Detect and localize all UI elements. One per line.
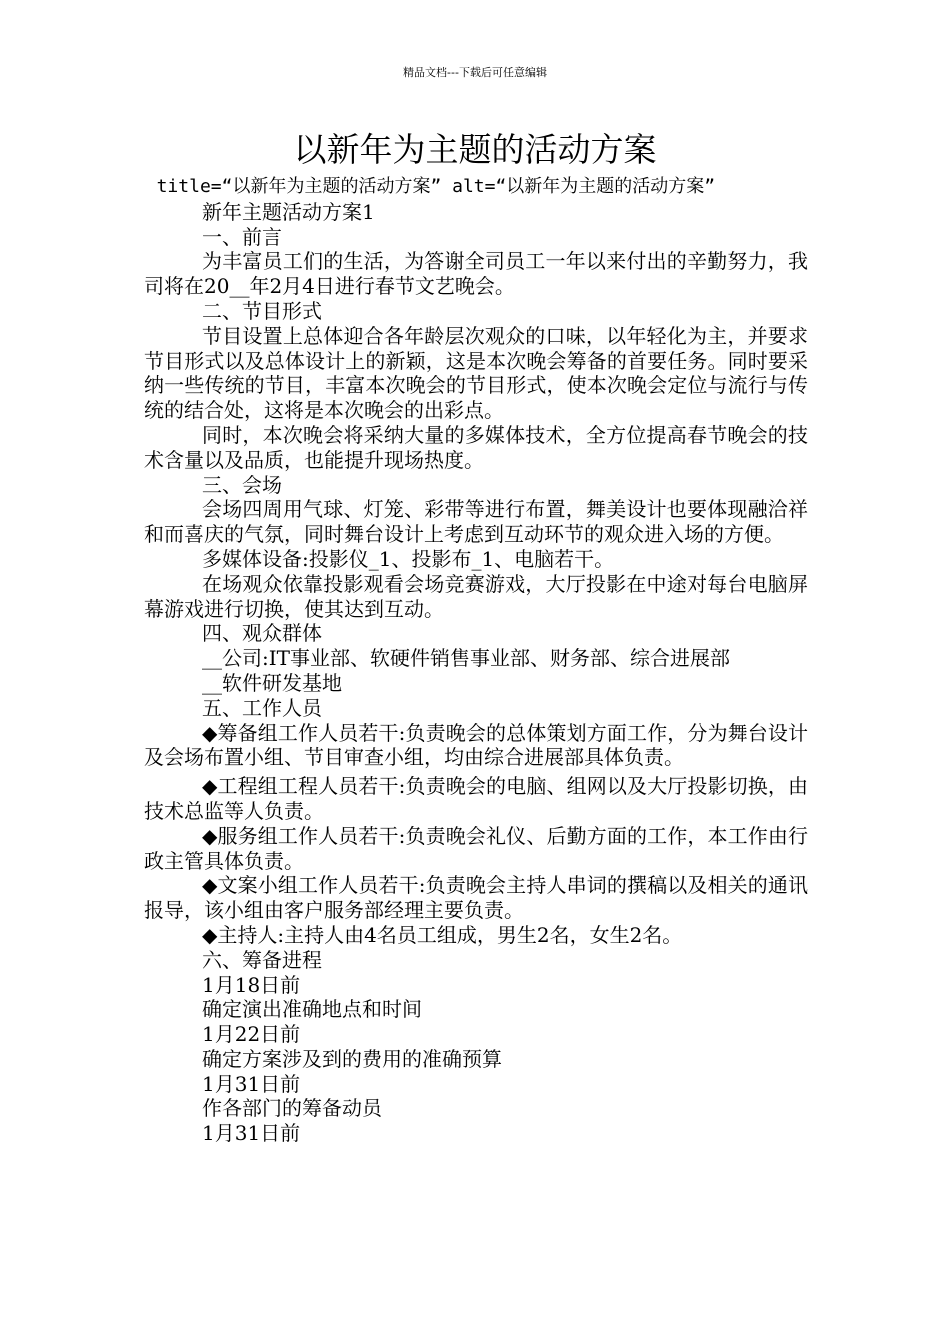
paragraph: 作各部门的筹备动员: [202, 1096, 382, 1121]
paragraph: title=“以新年为主题的活动方案” alt=“以新年为主题的活动方案”: [156, 176, 716, 197]
paragraph: ◆工程组工程人员若干:负责晚会的电脑、组网以及大厅投影切换，由技术总监等人负责。: [144, 774, 808, 823]
paragraph: 二、节目形式: [202, 298, 322, 323]
paragraph: 为丰富员工们的生活，为答谢全司员工一年以来付出的辛勤努力，我司将在20__年2月4日进行春节文艺晚会。: [144, 249, 808, 299]
paragraph: ◆文案小组工作人员若干:负责晚会主持人串词的撰稿以及相关的通讯报导，该小组由客户服务部经理主要负责。: [144, 873, 808, 923]
paragraph: 确定方案涉及到的费用的准确预算: [202, 1046, 502, 1071]
paragraph: 一、前言: [202, 224, 282, 249]
document-body: [144, 175, 808, 1146]
paragraph: ◆筹备组工作人员若干:负责晚会的总体策划方面工作，分为舞台设计及会场布置小组、节目审查小组，均由综合进展部具体负责。: [144, 720, 808, 770]
paragraph: 多媒体设备:投影仪_1、投影布_1、电脑若干。: [202, 546, 615, 571]
paragraph: 1月18日前: [202, 972, 301, 997]
paragraph: 四、观众群体: [202, 621, 322, 646]
paragraph: 在场观众依靠投影观看会场竞赛游戏，大厅投影在中途对每台电脑屏幕游戏进行切换，使其达到互动。: [144, 571, 808, 621]
paragraph: 会场四周用气球、灯笼、彩带等进行布置，舞美设计也要体现融洽祥和而喜庆的气氛，同时舞台设计上考虑到互动环节的观众进入场的方便。: [144, 497, 808, 547]
paragraph: 五、工作人员: [202, 695, 322, 720]
paragraph: 节目设置上总体迎合各年龄层次观众的口味，以年轻化为主，并要求节目形式以及总体设计上的新颖，这是本次晚会筹备的首要任务。同时要采纳一些传统的节目，丰富本次晚会的节目形式，使本次晚会定位与流行与传统的结合处，这将是本次晚会的出彩点。: [144, 323, 808, 423]
paragraph: 新年主题活动方案1: [202, 199, 375, 224]
paragraph: 1月31日前: [202, 1071, 301, 1096]
paragraph: 三、会场: [202, 472, 282, 497]
paragraph: __公司:IT事业部、软硬件销售事业部、财务部、综合进展部: [202, 646, 730, 671]
paragraph: 同时，本次晚会将采纳大量的多媒体技术，全方位提高春节晚会的技术含量以及品质，也能提升现场热度。: [144, 422, 808, 472]
paragraph: 1月31日前: [202, 1121, 301, 1146]
document-title: 以新年为主题的活动方案: [293, 130, 657, 169]
paragraph: 六、筹备进程: [202, 947, 322, 972]
page-header: 精品文档---下载后可任意编辑: [403, 66, 547, 79]
paragraph: 1月22日前: [202, 1022, 301, 1047]
paragraph: __软件研发基地: [202, 670, 342, 695]
paragraph: ◆主持人:主持人由4名员工组成，男生2名，女生2名。: [202, 922, 683, 947]
paragraph: ◆服务组工作人员若干:负责晚会礼仪、后勤方面的工作，本工作由行政主管具体负责。: [144, 823, 808, 873]
paragraph: 确定演出准确地点和时间: [202, 997, 422, 1022]
